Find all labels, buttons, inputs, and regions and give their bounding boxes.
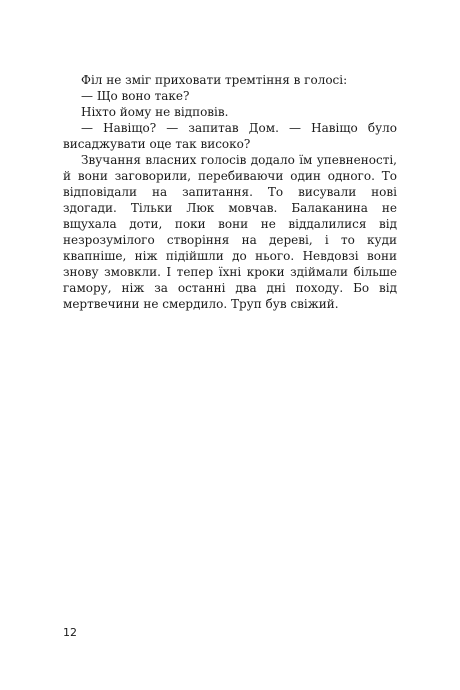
paragraph: — Навіщо? — запитав Дом. — Навіщо було висаджувати оце так високо?	[63, 121, 397, 151]
paragraph: Звучання власних голосів додало їм упевненості, й вони заговорили, перебиваючи один одного. То відповідали на запитання. То висували нові здогади. Тільки Люк мовчав. Балаканина не вщухала доти, поки вони не віддалилися від незрозумілого створіння на дереві, і то куди квапніше, ніж підійшли до нього. Невдовзі вони знову змовкли. І тепер їхні кроки здіймали більше гамору, ніж за останні два дні походу. Бо від мертвечини не смердило. Труп був свіжий.	[63, 153, 397, 311]
paragraph: Ніхто йому не відповів.	[81, 105, 229, 119]
paragraph: — Що воно таке?	[81, 89, 190, 103]
page-number: 12	[63, 626, 77, 639]
paragraph: Філ не зміг приховати тремтіння в голосі:	[81, 73, 348, 87]
body-text	[63, 72, 397, 312]
